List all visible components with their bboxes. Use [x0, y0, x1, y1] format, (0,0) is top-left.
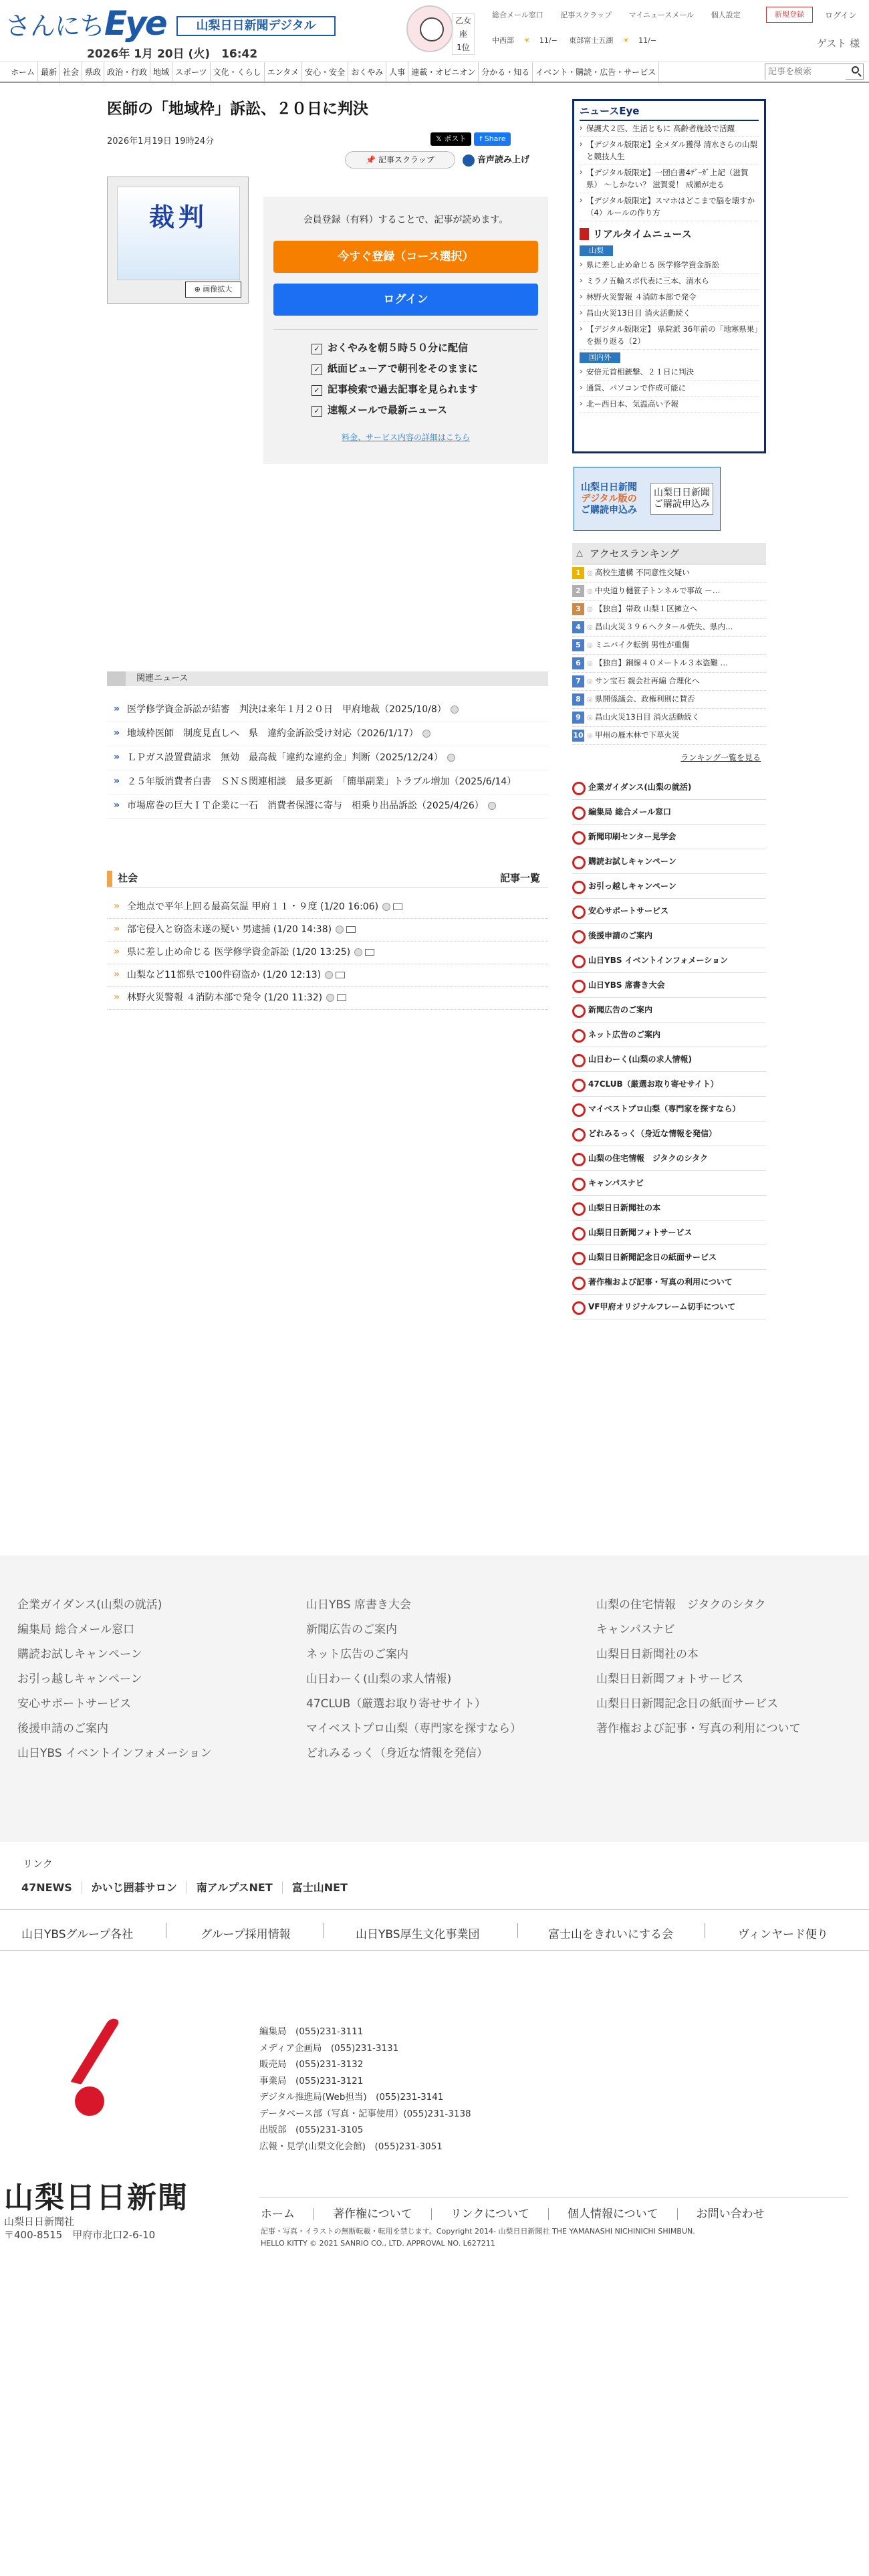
footer-link[interactable]: 企業ガイダンス(山梨の就活)	[17, 1598, 162, 1612]
phone-line: データベース部（写真・記事使用）(055)231-3138	[259, 2108, 471, 2119]
realtime-item[interactable]: › 林野火災警報 ４消防本部で発令	[580, 290, 759, 306]
ranking-title[interactable]: 【独自】銅線４０メートル３本盗難 …	[595, 658, 729, 667]
ranking-item[interactable]	[572, 619, 766, 637]
ranking-list	[572, 564, 766, 745]
footer-group-links	[0, 1909, 869, 1951]
paywall-box	[263, 197, 548, 464]
footer-link[interactable]: 山梨日日新聞フォトサービス	[596, 1673, 744, 1686]
paywall-message: 会員登録（有料）することで、記事が読めます。	[303, 215, 509, 225]
address-line: 〒400-8515 甲府市北口2-6-10	[4, 2229, 156, 2241]
paid-icon	[422, 730, 430, 738]
ranking-item[interactable]	[572, 564, 766, 582]
paid-icon: ◎	[587, 696, 593, 704]
tag-yamanashi[interactable]: 山梨	[580, 245, 613, 256]
sidebar	[572, 99, 766, 1319]
service-link[interactable]: 山梨の住宅情報 ジタクのシタク	[572, 1146, 766, 1171]
group-link[interactable]: 山日YBS厚生文化事業団	[356, 1928, 480, 1941]
service-link[interactable]: 山梨日日新聞フォトサービス	[572, 1220, 766, 1245]
rank-number: 8	[572, 693, 584, 706]
paid-icon: ◎	[587, 714, 593, 722]
footer-column	[306, 1593, 521, 1766]
ranking-title[interactable]: 【独自】帯政 山梨１区擁立へ	[595, 604, 698, 613]
paywall-login-button[interactable]: ログイン	[273, 284, 538, 316]
copyright-line: 記事・写真・イラストの無断転載・転用を禁じます。Copyright 2014- 山梨日日新聞社 THE YAMANASHI NICHINICHI SHIMBUN.	[261, 2227, 695, 2236]
nav-item[interactable]: 文化・くらし	[211, 62, 265, 82]
related-news-header: 関連ニュース	[107, 671, 548, 686]
service-link[interactable]: 後援申請のご案内	[572, 924, 766, 948]
footer-link-links[interactable]: リンクについて	[432, 2208, 549, 2220]
ranking-title[interactable]: ミニバイク転倒 男性が重傷	[595, 640, 690, 649]
phone-list	[259, 2024, 471, 2155]
banner-text: ご購読申込み	[654, 499, 710, 510]
realtime-item[interactable]: › 【デジタル版限定】 県院派 36年前の「地寒県果」を振り返る（2）	[580, 322, 759, 350]
phone-line: 広報・見学(山梨文化会館) (055)231-3051	[259, 2141, 443, 2152]
realtime-item[interactable]: › 北ー西日本、気温高い予報	[580, 397, 759, 413]
top-link-settings[interactable]: 個人設定	[711, 11, 741, 19]
search-box	[765, 64, 864, 80]
related-item[interactable]	[107, 746, 548, 770]
paid-icon: ◎	[587, 624, 593, 631]
related-title[interactable]: 地域枠医師 制度見直しへ 県 違約金訴訟受け対応（2026/1/17）	[127, 728, 418, 739]
rank-number: 9	[572, 712, 584, 724]
service-link[interactable]: 新聞広告のご案内	[572, 998, 766, 1023]
social-section	[107, 871, 548, 1010]
social-title: 社会	[118, 872, 138, 884]
camera-icon	[337, 994, 346, 1001]
footer-link[interactable]: 山日YBS イベントインフォメーション	[17, 1747, 212, 1760]
sun-icon: ☀	[523, 36, 530, 45]
social-item[interactable]	[107, 896, 548, 919]
footer-link-copyright[interactable]: 著作権について	[314, 2208, 432, 2220]
service-link[interactable]: 著作権および記事・写真の利用について	[572, 1270, 766, 1295]
paid-icon: ◎	[587, 732, 593, 740]
nav-item[interactable]: 最新	[38, 62, 60, 82]
article-thumbnail[interactable]	[107, 177, 249, 304]
zoom-label: 画像拡大	[203, 285, 233, 294]
ranking-title[interactable]: 昌山火災13日目 消火活動続く	[595, 712, 700, 722]
footer-link[interactable]: 安心サポートサービス	[17, 1697, 131, 1711]
paid-icon	[488, 802, 496, 810]
weather-region[interactable]: 東部富士五湖	[569, 36, 614, 45]
paper-subscription-link[interactable]	[650, 483, 713, 515]
article-list-link[interactable]: 記事一覧	[499, 872, 540, 884]
service-links	[572, 775, 766, 1319]
login-link[interactable]: ログイン	[825, 11, 857, 20]
partner-link[interactable]: 47NEWS	[21, 1881, 82, 1894]
benefit-item: ✓ 記事検索で過去記事を見られます	[312, 379, 548, 400]
footer-sitemap	[0, 1555, 869, 1842]
benefit-item: ✓ 紙面ビューアで朝刊をそのままに	[312, 358, 548, 379]
service-link[interactable]: 山梨日日新聞社の本	[572, 1196, 766, 1220]
paid-icon	[354, 948, 362, 956]
nav-item[interactable]: 連載・オピニオン	[408, 62, 479, 82]
social-item[interactable]	[107, 964, 548, 987]
social-item-title[interactable]: 林野火災警報 ４消防本部で発令 (1/20 11:32)	[127, 992, 323, 1003]
group-link[interactable]: 山日YBSグループ各社	[21, 1928, 134, 1941]
news-eye-item[interactable]: › 【デジタル版限定】スマホはどこまで脳を壊すか（4）ルールの作り方	[580, 193, 759, 221]
social-header	[107, 871, 548, 888]
service-link[interactable]: 山梨日日新聞記念日の紙面サービス	[572, 1245, 766, 1270]
paid-icon	[447, 754, 455, 762]
ranking-title[interactable]: 甲州の雁木林で下草火災	[595, 730, 680, 740]
service-link[interactable]: VF甲府オリジナルフレーム切手について	[572, 1295, 766, 1319]
banner-text: ご購読申込み	[581, 504, 637, 516]
search-icon[interactable]	[852, 66, 859, 74]
ranking-title[interactable]: 高校生遺構 不同意性交疑い	[595, 568, 690, 577]
footer-link[interactable]: お引っ越しキャンペーン	[17, 1673, 142, 1686]
article-main	[107, 99, 548, 1003]
top-link-mail[interactable]: 総合メール窓口	[492, 11, 543, 19]
current-date: 2026年 1月 20日 (火) 16:42	[87, 47, 258, 61]
tag-national[interactable]: 国内外	[580, 352, 620, 363]
voice-label: 音声読み上げ	[477, 155, 530, 165]
footer-link[interactable]: 山日YBS 席書き大会	[306, 1598, 411, 1612]
service-link[interactable]: 企業ガイダンス(山梨の就活)	[572, 775, 766, 800]
paid-icon: ◎	[587, 678, 593, 685]
ranking-title[interactable]: 中央道り樋笹子トンネルで事故 ー…	[595, 586, 721, 595]
paid-icon: ◎	[587, 606, 593, 613]
company-name: 山梨日日新聞社	[4, 2216, 75, 2228]
ranking-more-link[interactable]: ランキング一覧を見る	[680, 753, 761, 762]
zoom-icon: ⊕	[194, 285, 201, 294]
weather-temp: 11/−	[638, 36, 657, 45]
company-address	[4, 2215, 155, 2242]
realtime-item[interactable]: › 昌山火災13日目 消火活動続く	[580, 306, 759, 322]
copyright-line: HELLO KITTY © 2021 SANRIO CO., LTD. APPROVAL NO. L627211	[261, 2239, 495, 2248]
x-post-button[interactable]: 𝕏 ポスト	[430, 132, 471, 146]
nav-item[interactable]: 県政	[82, 62, 104, 82]
scrap-button[interactable]	[345, 151, 455, 169]
ranking-title[interactable]: 昌山火災３９６ヘクタール焼失、県内…	[595, 622, 733, 631]
social-item-title[interactable]: 全地点で平年上回る最高気温 甲府１１・９度 (1/20 16:06)	[127, 901, 379, 912]
related-item[interactable]	[107, 770, 548, 794]
rank-number: 6	[572, 657, 584, 669]
paid-icon	[336, 926, 344, 934]
footer-corporate	[0, 1979, 869, 2260]
phone-line: メディア企画局 (055)231-3131	[259, 2042, 399, 2054]
banner-text: 山梨日日新聞	[654, 488, 710, 498]
divider	[273, 329, 538, 330]
fortune-rank: 1位	[457, 43, 470, 52]
voice-readout-button[interactable]	[463, 152, 529, 167]
footer-link[interactable]: 山梨日日新聞記念日の紙面サービス	[596, 1697, 778, 1711]
rank-number: 4	[572, 621, 584, 633]
search-input[interactable]	[765, 65, 846, 80]
weather-temp: 11/−	[539, 36, 557, 45]
nav-item[interactable]: 社会	[60, 62, 82, 82]
footer-link[interactable]: 編集局 総合メール窓口	[17, 1623, 135, 1636]
news-eye-item[interactable]: › 保護犬２匹、生活ともに 高齢者施設で活躍	[580, 121, 759, 137]
related-title[interactable]: ＬＰガス設置費請求 無効 最高裁「違約な違約金」判断（2025/12/24）	[127, 752, 443, 763]
sun-icon: ☀	[622, 36, 630, 45]
service-link[interactable]: マイベストプロ山梨（専門家を探すなら）	[572, 1097, 766, 1121]
partner-link[interactable]: 南アルプスNET	[187, 1881, 283, 1894]
rank-number: 10	[572, 730, 584, 742]
top-links	[492, 9, 755, 20]
ranking-item[interactable]	[572, 673, 766, 691]
footer-bottom-links	[259, 2197, 848, 2221]
service-link[interactable]: 47CLUB（厳選お取り寄せサイト）	[572, 1072, 766, 1097]
paid-icon	[382, 903, 390, 911]
nav-item[interactable]: 分かる・知る	[479, 62, 533, 82]
nav-item[interactable]: 人事	[386, 62, 408, 82]
nav-item[interactable]: おくやみ	[348, 62, 386, 82]
service-link[interactable]: 山日わーく(山梨の求人情報)	[572, 1047, 766, 1072]
realtime-item[interactable]: › 県に差し止め命じる 医学修学資金訴訟	[580, 257, 759, 274]
footer-link[interactable]: 山日わーく(山梨の求人情報)	[306, 1673, 452, 1686]
related-title[interactable]: 医学修学資金訴訟が結審 判決は来年１月２０日 甲府地裁（2025/10/8）	[127, 704, 447, 715]
article-title: 医師の「地域枠」訴訟、２０日に判決	[107, 100, 368, 118]
weather-bar	[492, 35, 666, 45]
digital-edition-label[interactable]: 山梨日日新聞デジタル	[176, 16, 336, 36]
weather-region[interactable]: 中西部	[492, 36, 514, 45]
subscribe-button[interactable]: 今すぐ登録（コース選択）	[273, 241, 538, 273]
related-title[interactable]: 市場席巻の巨大ＩＴ企業に一石 消費者保護に寄与 相乗り出品訴訟（2025/4/26）	[127, 800, 484, 811]
footer-link[interactable]: 著作権および記事・写真の利用について	[596, 1722, 801, 1735]
service-link[interactable]: 山日YBS 席書き大会	[572, 973, 766, 998]
service-link[interactable]: 安心サポートサービス	[572, 899, 766, 924]
related-news	[107, 671, 548, 819]
site-header	[0, 0, 869, 60]
service-link[interactable]: お引っ越しキャンペーン	[572, 874, 766, 899]
site-logo[interactable]	[5, 4, 166, 43]
speaker-icon	[463, 154, 475, 167]
link-section-title: リンク	[23, 1858, 53, 1870]
ranking-header: △ アクセスランキング	[572, 543, 766, 564]
ranking-item[interactable]	[572, 637, 766, 655]
company-mark-icon	[71, 2018, 124, 2125]
nav-item[interactable]: 政治・行政	[104, 62, 150, 82]
rank-number: 5	[572, 639, 584, 651]
realtime-item[interactable]: › 安倍元首相銃撃、２１日に判決	[580, 364, 759, 381]
ranking-item[interactable]	[572, 727, 766, 745]
ranking-item[interactable]	[572, 709, 766, 727]
related-item[interactable]	[107, 794, 548, 819]
partner-link[interactable]: 富士山NET	[291, 1881, 348, 1894]
nav-item[interactable]: 地域	[150, 62, 172, 82]
fortune-badge[interactable]	[452, 13, 475, 55]
nav-item[interactable]: エンタメ	[265, 62, 303, 82]
service-link[interactable]: 編集局 総合メール窓口	[572, 800, 766, 825]
phone-line: 編集局 (055)231-3111	[259, 2026, 364, 2037]
footer-link[interactable]: ネット広告のご案内	[306, 1648, 408, 1661]
footer-link[interactable]: 新聞広告のご案内	[306, 1623, 397, 1636]
footer-column	[17, 1593, 212, 1766]
fortune-character-icon[interactable]	[406, 5, 453, 52]
footer-link-contact[interactable]: お問い合わせ	[696, 2208, 765, 2221]
related-item[interactable]	[107, 698, 548, 722]
service-link[interactable]: キャンパスナビ	[572, 1171, 766, 1196]
divider	[517, 1923, 518, 1938]
nav-item[interactable]: 安心・安全	[302, 62, 348, 82]
copyright	[261, 2226, 695, 2250]
news-eye-header[interactable]: ニュースEye	[580, 102, 759, 121]
phone-line: 出版部 (055)231-3105	[259, 2125, 364, 2135]
logo-eye: Eye	[104, 4, 166, 43]
footer-link[interactable]: 購読お試しキャンペーン	[17, 1648, 142, 1661]
group-link[interactable]: グループ採用情報	[201, 1928, 291, 1941]
guest-greeting: ゲスト 様	[817, 37, 860, 49]
banner-text: デジタル版の	[581, 493, 637, 504]
service-link[interactable]: どれみるっく（身近な情報を発信）	[572, 1121, 766, 1146]
camera-icon	[393, 903, 402, 910]
nav-item[interactable]: ホーム	[0, 62, 38, 82]
global-nav	[0, 62, 869, 83]
phone-line: デジタル推進局(Web担当) (055)231-3141	[259, 2092, 444, 2103]
social-item-title[interactable]: 山梨など11都県で100件窃盗か (1/20 12:13)	[127, 970, 322, 980]
social-item-title[interactable]: 部宅侵入と窃盗未遂の疑い 男逮捕 (1/20 14:38)	[127, 924, 332, 935]
footer-link[interactable]: キャンパスナビ	[596, 1623, 675, 1636]
ranking-title[interactable]: 県開係議会、政権利則に賛否	[595, 694, 695, 704]
camera-icon	[346, 926, 356, 933]
rank-number: 2	[572, 585, 584, 597]
benefit-list	[312, 338, 548, 421]
service-link[interactable]: 山日YBS イベントインフォメーション	[572, 948, 766, 973]
service-link[interactable]: 新聞印刷センター見学会	[572, 825, 766, 849]
realtime-news-header: リアルタイムニュース	[580, 225, 759, 243]
footer-link[interactable]: 47CLUB（厳選お取り寄せサイト）	[306, 1697, 487, 1711]
paid-icon	[325, 971, 333, 979]
social-item[interactable]	[107, 987, 548, 1010]
pricing-details-link[interactable]: 料金、サービス内容の詳細はこちら	[341, 433, 470, 442]
top-link-mynews[interactable]: マイニュースメール	[628, 11, 695, 19]
footer-link[interactable]: どれみるっく（身近な情報を発信）	[306, 1747, 488, 1760]
nav-item[interactable]: イベント・購読・広告・サービス	[533, 62, 659, 82]
paid-icon: ◎	[587, 570, 593, 577]
share-buttons	[430, 132, 511, 146]
facebook-share-button[interactable]: f Share	[474, 132, 511, 146]
ranking-item[interactable]	[572, 655, 766, 673]
camera-icon	[365, 949, 374, 956]
service-link[interactable]: ネット広告のご案内	[572, 1023, 766, 1047]
footer-link[interactable]: 山梨の住宅情報 ジタクのシタク	[596, 1598, 766, 1612]
footer-column	[596, 1593, 801, 1741]
scrap-label: 記事スクラップ	[378, 155, 434, 165]
subscription-banner[interactable]	[574, 467, 721, 531]
partner-link[interactable]: かいじ囲碁サロン	[82, 1881, 187, 1894]
banner-text: 山梨日日新聞	[581, 481, 637, 493]
social-item[interactable]	[107, 942, 548, 964]
benefit-item: ✓ おくやみを朝５時５０分に配信	[312, 338, 548, 358]
phone-line: 事業局 (055)231-3121	[259, 2075, 364, 2086]
ranking-item[interactable]	[572, 601, 766, 619]
related-title[interactable]: ２５年版消費者白書 ＳＮＳ関連相談 最多更新 「簡単副業」トラブル増加（2025/6/14）	[127, 776, 517, 787]
logo-prefix: さんにち	[5, 11, 105, 41]
paid-icon	[451, 706, 459, 714]
service-link[interactable]: 購読お試しキャンペーン	[572, 849, 766, 874]
benefit-item: ✓ 速報メールで最新ニュース	[312, 400, 548, 421]
related-item[interactable]	[107, 722, 548, 746]
paid-icon	[326, 994, 334, 1002]
ranking-item[interactable]	[572, 691, 766, 709]
news-eye-item[interactable]: › 【デジタル版限定】全メダル獲得 清水さらの山梨と競技人生	[580, 137, 759, 165]
company-brand: 山梨日日新聞	[4, 2181, 189, 2215]
rank-number: 3	[572, 603, 584, 615]
rank-number: 7	[572, 675, 584, 687]
footer-link[interactable]: 山梨日日新聞社の本	[596, 1648, 699, 1661]
social-item-title[interactable]: 県に差し止め命じる 医学修学資金訴訟 (1/20 13:25)	[127, 947, 351, 958]
access-ranking	[572, 543, 766, 763]
ranking-title[interactable]: サン宝石 親会社再編 合理化へ	[595, 676, 700, 685]
zoom-image-button[interactable]	[185, 282, 241, 298]
nav-item[interactable]: スポーツ	[172, 62, 211, 82]
paid-icon: ◎	[587, 642, 593, 649]
footer-link-privacy[interactable]: 個人情報について	[549, 2208, 678, 2220]
published-date: 2026年1月19日 19時24分	[107, 136, 215, 146]
footer-link[interactable]: マイベストプロ山梨（専門家を探すなら）	[306, 1722, 522, 1735]
phone-line: 販売局 (055)231-3132	[259, 2059, 364, 2070]
footer-link-home[interactable]: ホーム	[259, 2208, 314, 2220]
realtime-item[interactable]: › ミラノ五輪スポ代表に三本、清水ら	[580, 274, 759, 290]
register-button[interactable]: 新規登録	[766, 7, 813, 23]
footer-link[interactable]: 後援申請のご案内	[17, 1722, 108, 1735]
digital-subscription-link[interactable]	[581, 482, 637, 516]
partner-link-list	[21, 1879, 357, 1895]
rank-number: 1	[572, 567, 584, 579]
pin-icon: 📌	[366, 155, 376, 165]
thumbnail-image[interactable]: 裁判	[117, 187, 240, 280]
paid-icon: ◎	[587, 588, 593, 595]
group-link[interactable]: 富士山をきれいにする会	[548, 1928, 673, 1941]
ranking-item[interactable]	[572, 582, 766, 601]
paid-icon: ◎	[587, 660, 593, 667]
top-link-scrap[interactable]: 記事スクラップ	[560, 11, 612, 19]
fortune-sign: 乙女座	[455, 16, 471, 39]
news-eye-box	[572, 99, 766, 453]
social-item[interactable]	[107, 919, 548, 942]
camera-icon	[336, 972, 345, 978]
realtime-item[interactable]: › 通貨、パソコンで作成可能に	[580, 381, 759, 397]
news-eye-item[interactable]: › 【デジタル版限定】一団白書4ﾃﾞｰｶﾞ上記（滋賀県） ～しかない？ 滋賀愛！ 成瀬が走る	[580, 165, 759, 193]
group-link[interactable]: ヴィンヤード便り	[738, 1928, 828, 1941]
